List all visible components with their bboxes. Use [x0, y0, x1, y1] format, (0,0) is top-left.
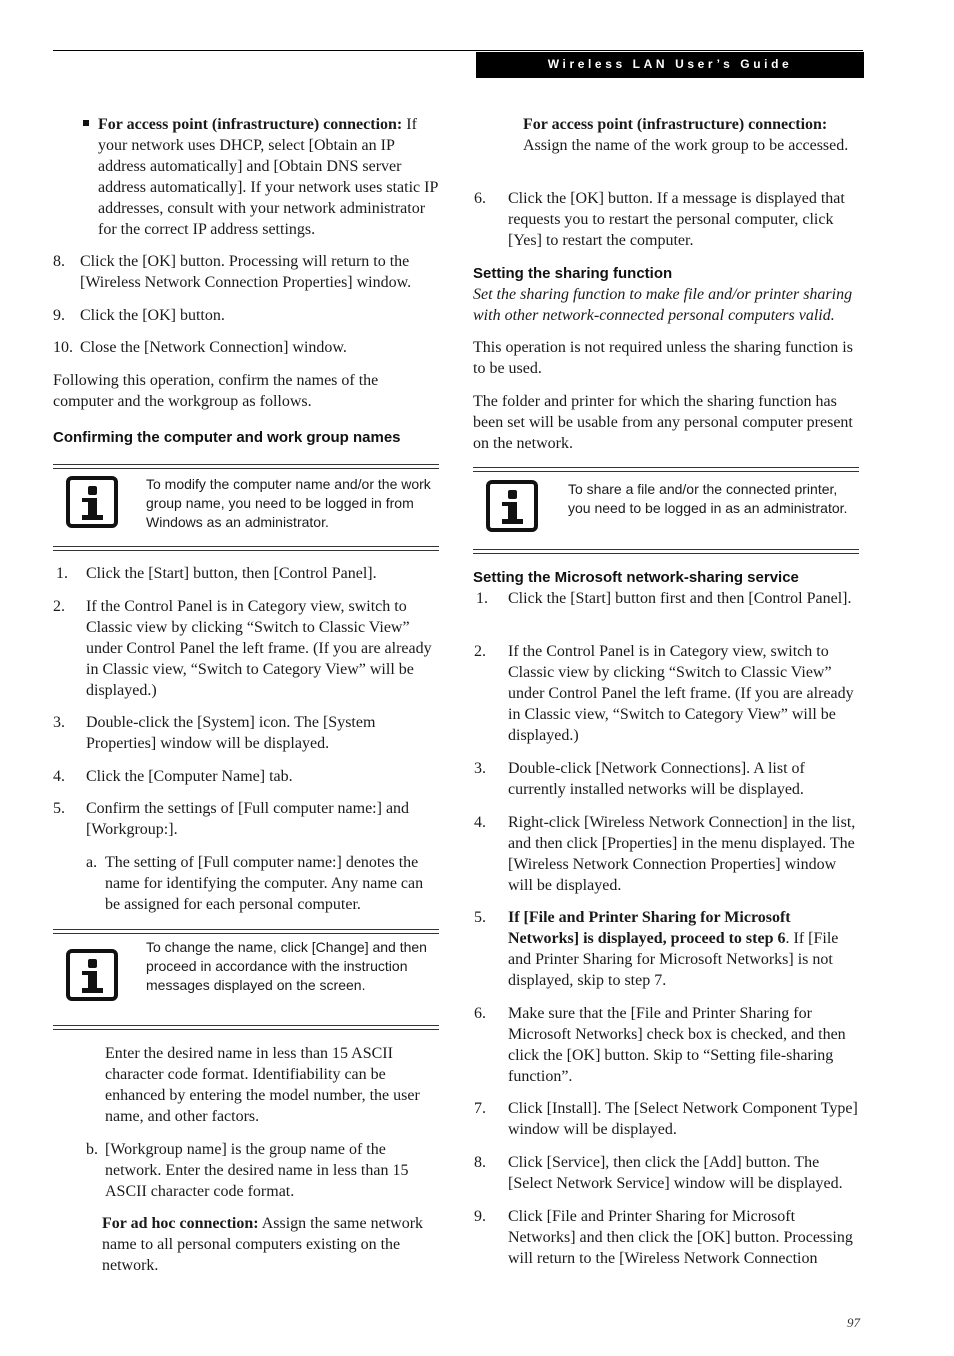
step-text: Click the [Computer Name] tab. — [86, 768, 293, 785]
step-text: Click the [Start] button first and then [Control Panel]. — [508, 590, 852, 607]
list-item — [473, 588, 863, 609]
list-item — [473, 1206, 863, 1269]
step-number: 2. — [53, 598, 65, 615]
step-number: 9. — [53, 307, 65, 324]
step-text: Click [Service], then click the [Add] button. The [Select Network Service] window will be displayed. — [508, 1154, 843, 1192]
step5-text: . If [File and Printer Sharing for Microsoft Networks] is not displayed, skip to step 7. — [508, 930, 839, 989]
adhoc-text: Assign the same network name to all personal computers existing on the network. — [102, 1215, 424, 1274]
running-header: Wireless LAN User’s Guide — [476, 52, 864, 78]
list-item — [473, 1152, 863, 1194]
step-number: 3. — [53, 714, 65, 731]
list-item — [53, 712, 439, 754]
note-box — [53, 929, 439, 1031]
step-number: 3. — [474, 760, 486, 777]
step-text: Click the [OK] button. If a message is displayed that requests you to restart the personal computer, click [Yes] to restart the computer. — [508, 190, 845, 249]
list-item — [473, 1098, 863, 1140]
step-text: If the Control Panel is in Category view, switch to Classic view by clicking “Switch to Classic View” under Control Panel the left frame. (If you are already in Classic view, “Switch to Category View” will be displayed.) — [86, 598, 432, 699]
adhoc-bold: For ad hoc connection: — [102, 1215, 259, 1232]
step-number: 7. — [474, 1100, 486, 1117]
list-item — [53, 798, 439, 840]
page-number: 97 — [847, 1315, 860, 1330]
bullet-item — [53, 114, 439, 240]
step-number: 9. — [474, 1208, 486, 1225]
section-heading: Confirming the computer and work group names — [53, 429, 401, 446]
step-text: Click the [OK] button. Processing will return to the [Wireless Network Connection Properties] window. — [80, 253, 412, 291]
bullet-square — [83, 120, 89, 126]
step-text: Click the [OK] button. — [80, 307, 225, 324]
list-item — [473, 188, 863, 251]
list-item — [473, 641, 863, 746]
list-item — [473, 1003, 863, 1087]
list-item — [473, 907, 863, 991]
note-box — [473, 467, 859, 555]
step-text — [508, 907, 863, 991]
step-number: 6. — [474, 190, 486, 207]
note-text: To share a file and/or the connected printer, you need to be logged in as an administrator. — [568, 481, 848, 516]
step-number: 6. — [474, 1005, 486, 1022]
step-number: 5. — [53, 800, 65, 817]
step-text: Right-click [Wireless Network Connection] in the list, and then click [Properties] in the menu displayed. The [Wireless Network Connection Properties] window will be displayed. — [508, 814, 856, 894]
list-item — [53, 766, 439, 787]
list-item — [53, 337, 439, 358]
note-box — [53, 464, 439, 552]
bullet-paragraph — [98, 114, 439, 240]
note-text: To modify the computer name and/or the work group name, you need to be logged in from Windows as an administrator. — [146, 476, 431, 530]
sub-item-label: b. — [86, 1141, 98, 1158]
info-icon — [486, 480, 538, 532]
list-item — [53, 563, 439, 584]
step-text: Confirm the settings of [Full computer name:] and [Workgroup:]. — [86, 800, 410, 838]
sharing-intro: Set the sharing function to make file and/or printer sharing with other network-connected personal computers valid. — [473, 286, 853, 324]
section-heading: Setting the Microsoft network-sharing service — [473, 569, 799, 586]
step-text: Double-click [Network Connections]. A list of currently installed networks will be displayed. — [508, 760, 805, 798]
step-number: 4. — [474, 814, 486, 831]
step-text: Click [File and Printer Sharing for Microsoft Networks] and then click the [OK] button. Processing will return to the [Wireless Network Connection — [508, 1208, 853, 1267]
bullet-text: If your network uses DHCP, select [Obtain an IP address automatically] and [Obtain DNS server address automatically]. If your network uses static IP addresses, consult with your network administrator for the correct IP address settings. — [98, 116, 438, 238]
step-text: Make sure that the [File and Printer Sharing for Microsoft Networks] check box is checked, and then click the [OK] button. Skip to “Setting file-sharing function”. — [508, 1005, 846, 1085]
step-text: Double-click the [System] icon. The [System Properties] window will be displayed. — [86, 714, 376, 752]
step-number: 8. — [53, 253, 65, 270]
enter-name-paragraph: Enter the desired name in less than 15 ASCII character code format. Identifiability can be enhanced by entering the model number, the user name, and other factors. — [105, 1045, 420, 1125]
step-text: If the Control Panel is in Category view, switch to Classic view by clicking “Switch to Classic View” under Control Panel the left frame. (If you are already in Classic view, “Switch to Category View” will be displayed.) — [508, 643, 854, 744]
step-text: Click the [Start] button, then [Control Panel]. — [86, 565, 377, 582]
sub-item-text: [Workgroup name] is the group name of the network. Enter the desired name in less than 15 ASCII character code format. — [105, 1141, 409, 1200]
sub-item-a — [86, 852, 439, 915]
step5-bold: If [File and Printer Sharing for Microsoft Networks] is displayed, proceed to step 6 — [508, 909, 791, 947]
step-number: 1. — [56, 565, 68, 582]
list-item — [53, 596, 439, 701]
bullet-bold: For access point (infrastructure) connection: — [98, 116, 403, 133]
sub-item-b — [86, 1139, 439, 1202]
adhoc-paragraph — [102, 1213, 439, 1276]
step-number: 10. — [53, 339, 73, 356]
ap-text: Assign the name of the work group to be accessed. — [523, 137, 849, 154]
note-text: To change the name, click [Change] and then proceed in accordance with the instruction messages displayed on the screen. — [146, 939, 427, 993]
step-number: 4. — [53, 768, 65, 785]
list-item — [53, 251, 439, 293]
top-rule — [53, 50, 863, 51]
info-icon — [66, 949, 118, 1001]
step-number: 8. — [474, 1154, 486, 1171]
list-item — [473, 812, 863, 896]
list-item — [473, 758, 863, 800]
not-required-paragraph: This operation is not required unless the sharing function is to be used. — [473, 339, 853, 377]
following-paragraph: Following this operation, confirm the names of the computer and the workgroup as follows. — [53, 372, 379, 410]
folder-printer-paragraph: The folder and printer for which the sharing function has been set will be usable from any personal computer present on the network. — [473, 393, 853, 452]
step-number: 5. — [474, 909, 486, 926]
info-icon — [66, 476, 118, 528]
list-item — [53, 305, 439, 326]
ap-paragraph — [523, 114, 853, 156]
sub-item-text: The setting of [Full computer name:] denotes the name for identifying the computer. Any name can be assigned for each personal computer. — [105, 854, 424, 913]
step-text: Click [Install]. The [Select Network Component Type] window will be displayed. — [508, 1100, 858, 1138]
section-heading: Setting the sharing function — [473, 265, 673, 282]
step-text: Close the [Network Connection] window. — [80, 339, 347, 356]
ap-bold: For access point (infrastructure) connection: — [523, 116, 828, 133]
sub-item-label: a. — [86, 854, 98, 871]
step-number: 1. — [476, 590, 488, 607]
step-number: 2. — [474, 643, 486, 660]
